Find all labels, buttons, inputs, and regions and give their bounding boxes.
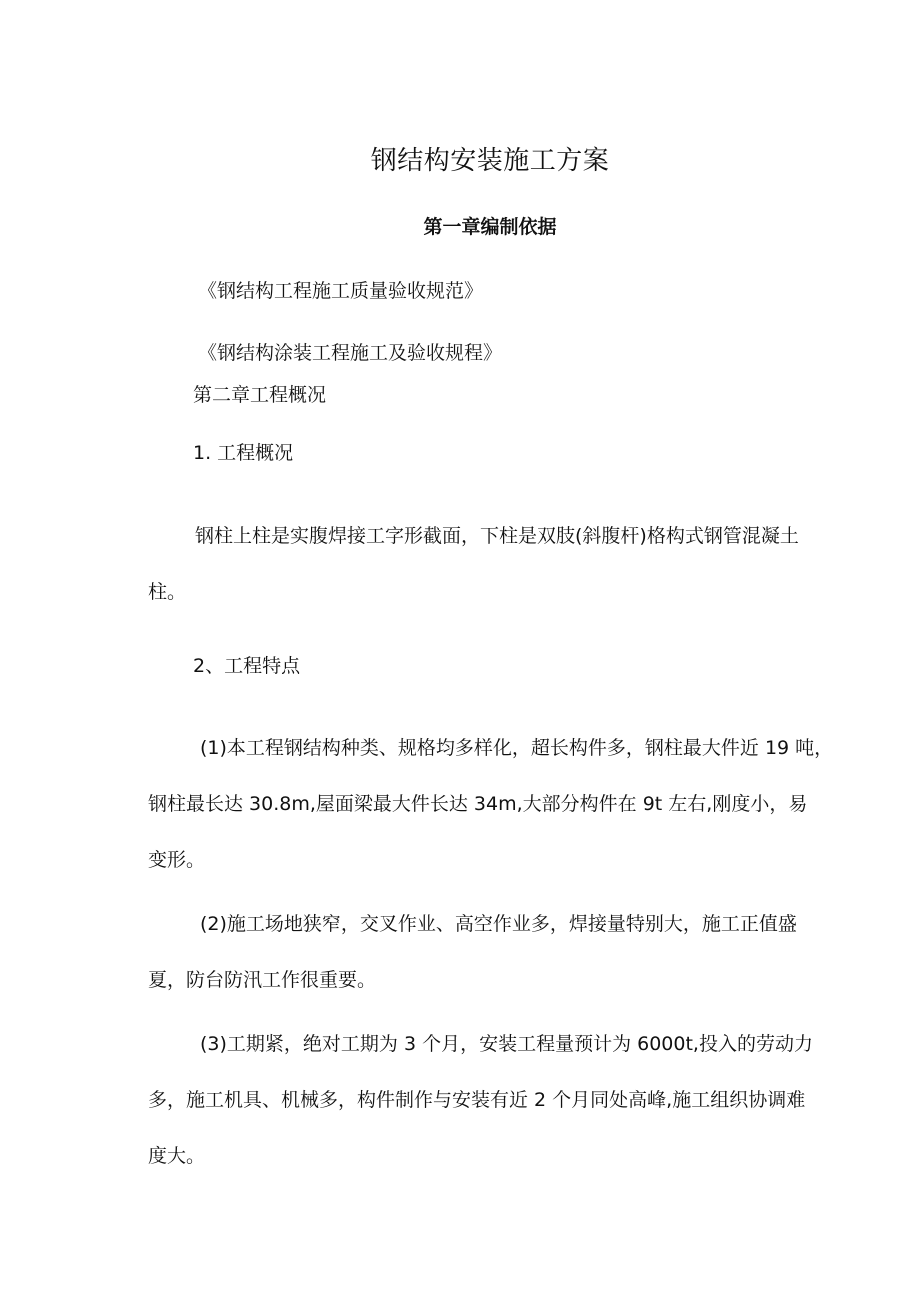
reference-item: 《钢结构涂装工程施工及验收规程》 (198, 342, 503, 364)
paragraph-line: (1)本工程钢结构种类、规格均多样化，超长构件多，钢柱最大件近 19 吨， (200, 737, 834, 759)
paragraph-line: (3)工期紧，绝对工期为 3 个月，安装工程量预计为 6000t,投入的劳动力 (200, 1033, 813, 1055)
paragraph-line: 柱。 (148, 581, 187, 603)
paragraph-line: 夏，防台防汛工作很重要。 (148, 969, 377, 991)
paragraph-line: 度大。 (148, 1145, 206, 1167)
paragraph-line: 钢柱最长达 30.8m,屋面梁最大件长达 34m,大部分构件在 9t 左右,刚度小，易 (148, 793, 808, 815)
document-title: 钢结构安装施工方案 (370, 146, 610, 176)
section-2-heading: 2、工程特点 (193, 655, 301, 677)
paragraph-line: 多，施工机具、机械多，构件制作与安装有近 2 个月同处高峰,施工组织协调难 (148, 1089, 806, 1111)
paragraph-line: (2)施工场地狭窄，交叉作业、高空作业多，焊接量特别大，施工正值盛 (200, 913, 797, 935)
paragraph-line: 钢柱上柱是实腹焊接工字形截面，下柱是双肢(斜腹杆)格构式钢管混凝土 (195, 525, 799, 547)
reference-item: 《钢结构工程施工质量验收规范》 (198, 280, 484, 302)
section-1-heading: 1. 工程概况 (193, 442, 294, 464)
chapter-1-heading: 第一章编制依据 (423, 216, 557, 238)
paragraph-line: 变形。 (148, 849, 206, 871)
chapter-2-heading: 第二章工程概况 (193, 384, 327, 406)
